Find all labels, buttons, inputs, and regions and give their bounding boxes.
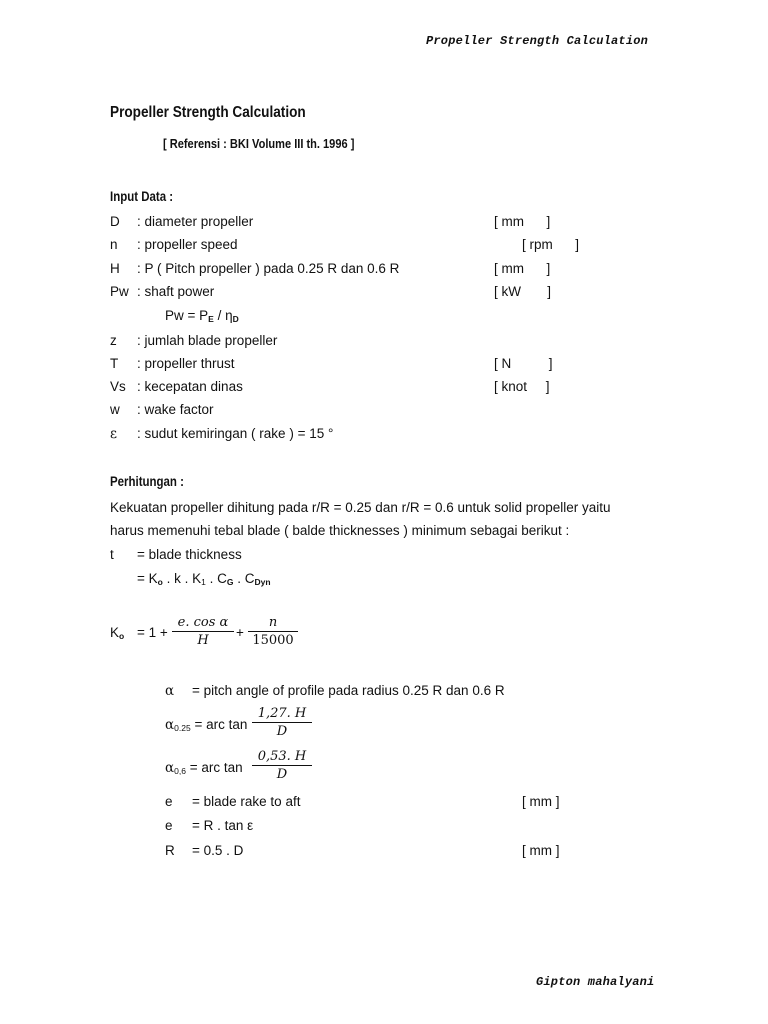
rake-definition: = blade rake to aft [192, 794, 301, 809]
pw-formula: $Pw = P_E / \eta_D$ [165, 308, 239, 324]
ko-fraction-2: n 15000 [248, 615, 298, 648]
input-symbol: H [110, 261, 120, 276]
input-description: : sudut kemiringan ( rake ) = 15 ° [137, 426, 334, 441]
input-description: : wake factor [137, 402, 214, 417]
input-symbol: ε [110, 426, 117, 442]
input-symbol: T [110, 356, 119, 371]
alpha-025-fraction: 1,27. H D [252, 706, 312, 739]
footer-author: Gipton mahalyani [536, 975, 655, 989]
calculation-heading: Perhitungan : [110, 474, 184, 489]
input-symbol: w [110, 402, 120, 417]
input-unit: [ mm ] [494, 214, 551, 229]
alpha-06-fraction: 0,53. H D [252, 749, 312, 782]
rake-symbol: e [165, 794, 173, 809]
input-description: : propeller thrust [137, 356, 235, 371]
rake-formula: = R . tan ε [192, 818, 254, 833]
input-unit: [ mm ] [494, 261, 551, 276]
alpha-025-lhs: $\alpha_{0.25}$ = arc tan [165, 717, 248, 733]
input-unit: [ N ] [494, 356, 553, 371]
input-symbol: Pw [110, 284, 129, 299]
input-description: : diameter propeller [137, 214, 254, 229]
ko-fraction-1: e. cos α H [172, 615, 234, 648]
reference-note: [ Referensi : BKI Volume III th. 1996 ] [163, 136, 355, 151]
input-data-heading: Input Data : [110, 189, 174, 204]
ko-equals: = 1 + [137, 625, 168, 640]
t-definition: = blade thickness [137, 547, 242, 562]
input-description: : jumlah blade propeller [137, 333, 278, 348]
radius-formula: = 0.5 . D [192, 843, 244, 858]
alpha-symbol: α [165, 683, 175, 699]
alpha-definition: = pitch angle of profile pada radius 0.25 R dan 0.6 R [192, 683, 505, 698]
ko-lhs: $K_o$ [110, 625, 125, 641]
t-symbol: t [110, 547, 114, 562]
input-description: : propeller speed [137, 237, 238, 252]
input-unit: [ rpm ] [522, 237, 580, 252]
radius-symbol: R [165, 843, 175, 858]
alpha-06-lhs: $\alpha_{0,6}$ = arc tan [165, 760, 243, 776]
input-description: : shaft power [137, 284, 215, 299]
radius-unit: [ mm ] [522, 843, 560, 858]
input-symbol: D [110, 214, 120, 229]
input-symbol: Vs [110, 379, 126, 394]
input-description: : kecepatan dinas [137, 379, 243, 394]
input-unit: [ knot ] [494, 379, 550, 394]
rake-unit: [ mm ] [522, 794, 560, 809]
input-symbol: n [110, 237, 118, 252]
input-unit: [ kW ] [494, 284, 551, 299]
rake-formula-symbol: e [165, 818, 173, 833]
calculation-paragraph-line2: harus memenuhi tebal blade ( balde thicknesses ) minimum sebagai berikut : [110, 523, 570, 538]
calculation-paragraph-line1: Kekuatan propeller dihitung pada r/R = 0.25 dan r/R = 0.6 untuk solid propeller yaitu [110, 500, 611, 515]
t-formula: = $K_o$ . k . $K_1$ . $C_G$ . $C_{Dyn}$ [137, 571, 271, 587]
input-symbol: z [110, 333, 117, 348]
ko-plus: + [236, 625, 244, 640]
input-description: : P ( Pitch propeller ) pada 0.25 R dan 0.6 R [137, 261, 400, 276]
page-title: Propeller Strength Calculation [110, 104, 306, 121]
running-header: Propeller Strength Calculation [426, 34, 649, 48]
